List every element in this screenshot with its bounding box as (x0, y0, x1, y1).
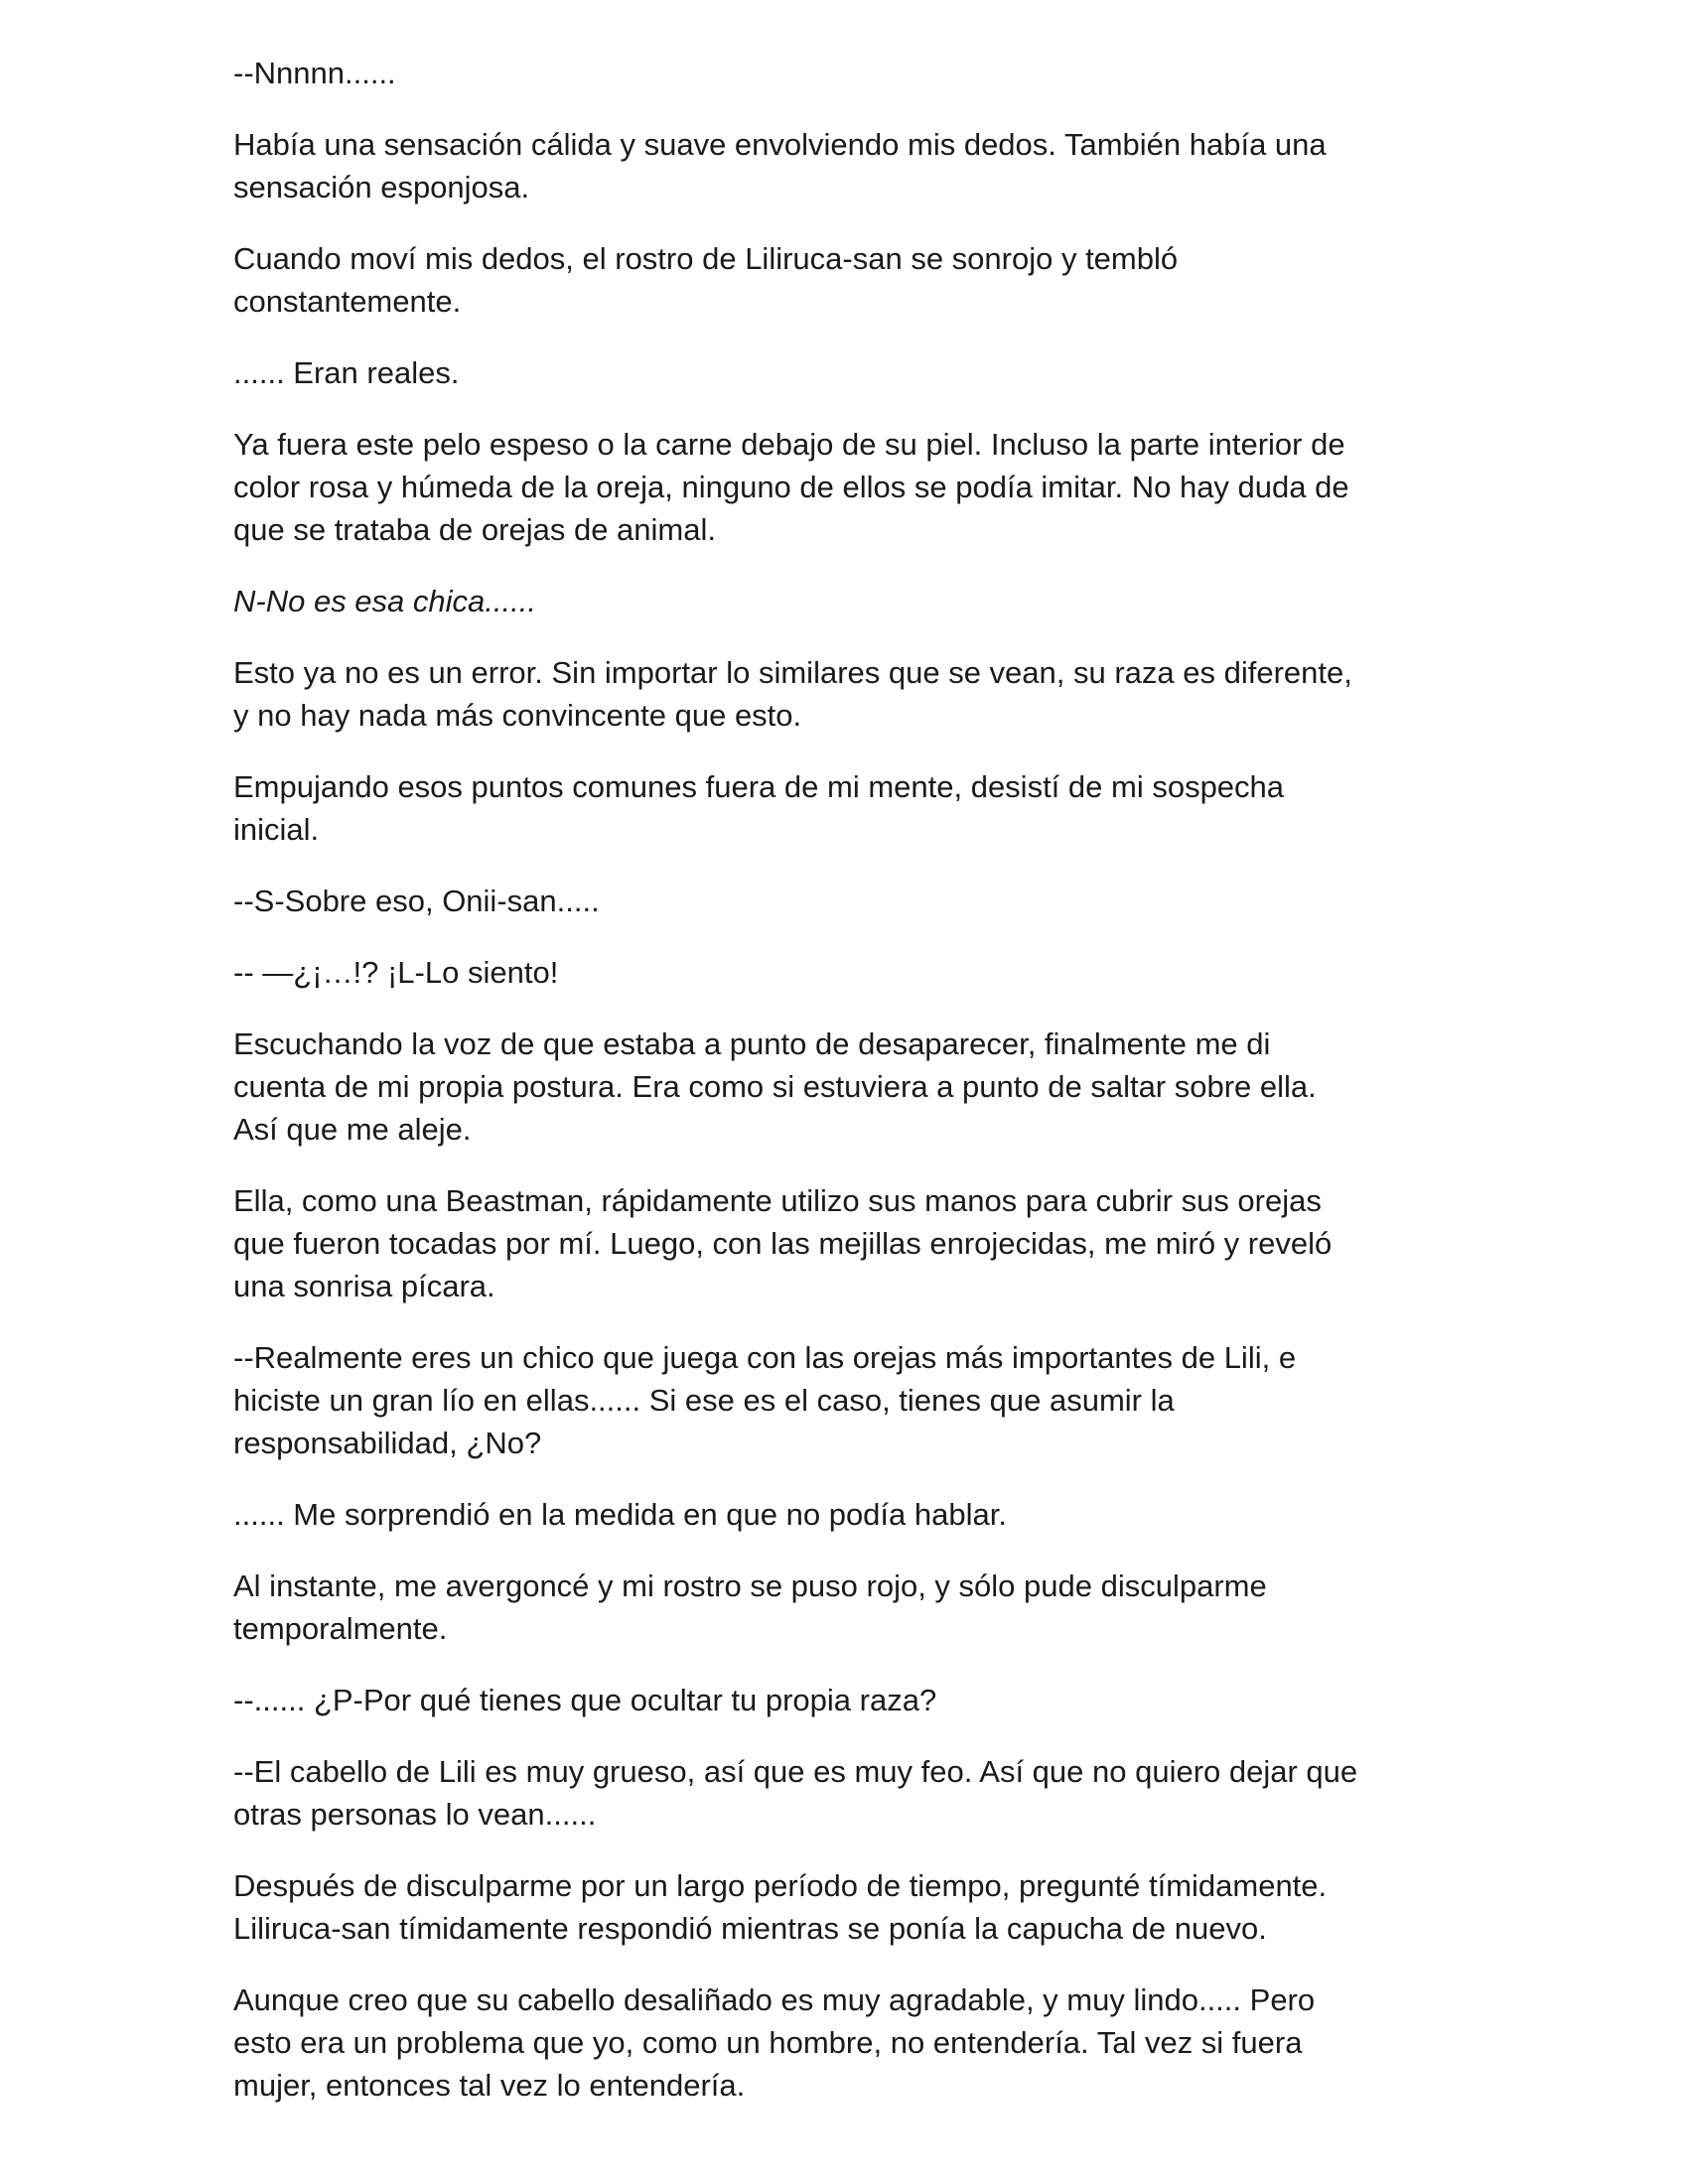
paragraph-9: --S-Sobre eso, Onii-san..... (233, 884, 600, 918)
paragraph-5: Ya fuera este pelo espeso o la carne debajo de su piel. Incluso la parte interior de color rosa y húmeda de la oreja, ninguno de ellos se podía imitar. No hay duda de que se trataba de orejas de animal. (233, 427, 1349, 547)
paragraph-17: --El cabello de Lili es muy grueso, así que es muy feo. Así que no quiero dejar que otras personas lo vean...... (233, 1754, 1358, 1832)
paragraph-16: --...... ¿P-Por qué tienes que ocultar tu propia raza? (233, 1683, 937, 1717)
paragraph-2: Había una sensación cálida y suave envolviendo mis dedos. También había una sensación esponjosa. (233, 127, 1327, 205)
paragraph-7: Esto ya no es un error. Sin importar lo similares que se vean, su raza es diferente, y no hay nada más convincente que esto. (233, 655, 1352, 733)
paragraph-6-thought: N-No es esa chica...... (233, 584, 536, 618)
paragraph-15: Al instante, me avergoncé y mi rostro se puso rojo, y sólo pude disculparme temporalmente. (233, 1569, 1267, 1646)
paragraph-1: --Nnnnn...... (233, 56, 396, 90)
paragraph-10: -- —¿¡…!? ¡L-Lo siento! (233, 955, 559, 990)
paragraph-12: Ella, como una Beastman, rápidamente utilizo sus manos para cubrir sus orejas que fueron tocadas por mí. Luego, con las mejillas enrojecidas, me miró y reveló una sonrisa pícara. (233, 1183, 1333, 1303)
paragraph-11: Escuchando la voz de que estaba a punto de desaparecer, finalmente me di cuenta de mi propia postura. Era como si estuviera a punto de saltar sobre ella. Así que me aleje. (233, 1026, 1317, 1147)
paragraph-4: ...... Eran reales. (233, 355, 460, 390)
paragraph-18: Después de disculparme por un largo período de tiempo, pregunté tímidamente. Liliruca-san tímidamente respondió mientras se ponía la capucha de nuevo. (233, 1868, 1328, 1946)
paragraph-14: ...... Me sorprendió en la medida en que no podía hablar. (233, 1497, 1007, 1532)
document-page (233, 52, 1460, 2135)
paragraph-8: Empujando esos puntos comunes fuera de mi mente, desistí de mi sospecha inicial. (233, 769, 1285, 847)
paragraph-19: Aunque creo que su cabello desaliñado es muy agradable, y muy lindo..... Pero esto era un problema que yo, como un hombre, no entendería. Tal vez si fuera mujer, entonces tal vez lo entendería. (233, 1982, 1316, 2103)
paragraph-13: --Realmente eres un chico que juega con las orejas más importantes de Lili, e hiciste un gran lío en ellas...... Si ese es el caso, tienes que asumir la responsabilidad, ¿No? (233, 1340, 1297, 1460)
paragraph-3: Cuando moví mis dedos, el rostro de Liliruca-san se sonrojo y tembló constantemente. (233, 241, 1179, 319)
